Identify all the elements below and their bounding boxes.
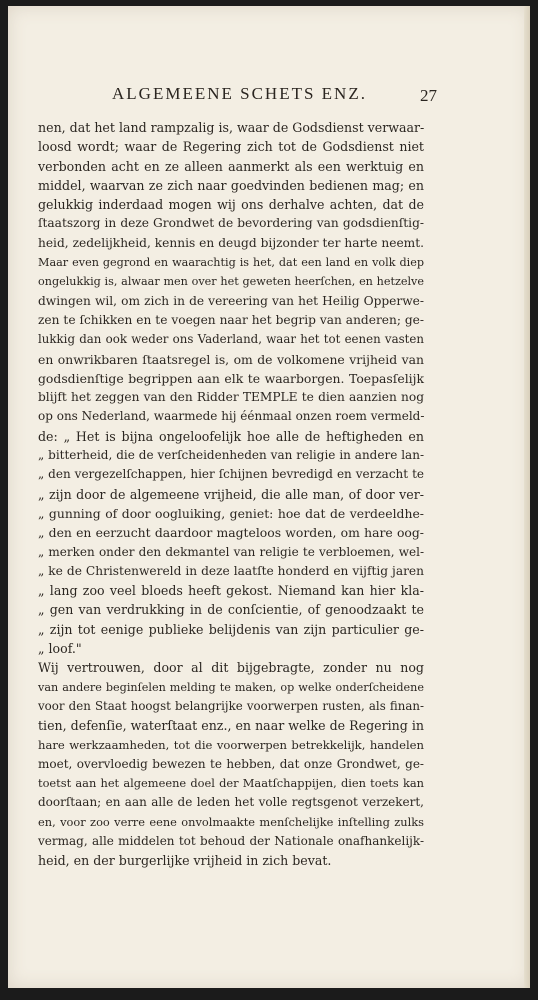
text-line: „ zijn door de algemeene vrijheid, die alle man, of door ver- <box>38 486 424 502</box>
text-line: dwingen wil, om zich in de vereering van het Heilig Opperwe- <box>38 293 424 308</box>
text-line: verbonden acht en ze alleen aanmerkt als een werktuig en <box>38 158 424 174</box>
text-line: godsdienſtige begrippen aan elk te waarborgen. Toepasſelijk <box>38 370 424 386</box>
body-text <box>38 118 424 871</box>
text-line: van andere beginſelen melding te maken, op welke onderſcheidene <box>38 680 424 694</box>
text-line: gelukkig inderdaad mogen wij ons derhalve achten, dat de <box>38 197 424 213</box>
text-line: „ bitterheid, die de verſcheidenheden van religie in andere lan- <box>38 448 424 463</box>
text-line: „ den vergezelſchappen, hier ſchijnen bevredigd en verzacht te <box>38 467 424 482</box>
text-line: „ lang zoo veel bloeds heeft gekost. Niemand kan hier kla- <box>38 583 424 599</box>
text-line: „ gunning of door oogluiking, geniet: hoe dat de verdeeldhe- <box>38 505 424 521</box>
text-line: zen te ſchikken en te voegen naar het begrip van anderen; ge- <box>38 312 424 327</box>
text-line: Maar even gegrond en waarachtig is het, dat een land en volk diep <box>38 256 424 270</box>
text-line: „ den en eerzucht daardoor magteloos worden, om hare oog- <box>38 525 424 541</box>
text-line: lukkig dan ook weder ons Vaderland, waar het tot eenen vasten <box>38 332 424 347</box>
text-line: tien, defenſie, waterſtaat enz., en naar welke de Regering in <box>38 718 424 734</box>
text-line: op ons Nederland, waarmede hij éénmaal onzen roem vermeld- <box>38 409 425 424</box>
text-line: hare werkzaamheden, tot die voorwerpen betrekkelijk, handelen <box>38 737 424 752</box>
text-line: loosd wordt; waar de Regering zich tot de Godsdienst niet <box>38 139 424 155</box>
page-edge <box>524 6 530 988</box>
text-line: ongelukkig is, alwaar men over het geweten heerſchen, en hetzelve <box>38 275 424 289</box>
text-line: „ loof." <box>38 641 82 657</box>
text-line: „ merken onder den dekmantel van religie te verbloemen, wel- <box>38 544 424 559</box>
text-line: „ zijn tot eenige publieke belijdenis van zijn particulier ge- <box>38 621 424 637</box>
text-line: blijft het zeggen van den Ridder TEMPLE te dien aanzien nog <box>38 390 424 405</box>
text-line: „ gen van verdrukking in de conſcientie, of genoodzaakt te <box>38 602 424 618</box>
text-line: „ ke de Christenwereld in deze laatſte honderd en vijftig jaren <box>38 563 424 578</box>
text-line: heid, en der burgerlijke vrijheid in zich bevat. <box>38 853 332 869</box>
text-line: Wij vertrouwen, door al dit bijgebragte, zonder nu nog <box>38 660 424 676</box>
text-line: ſtaatszorg in deze Grondwet de bevordering van godsdienſtig- <box>38 216 424 231</box>
page-number: 27 <box>420 86 437 105</box>
text-line: moet, overvloedig bewezen te hebben, dat onze Grondwet, ge- <box>38 756 424 771</box>
text-line: vermag, alle middelen tot behoud der Nationale onafhankelijk- <box>38 833 424 848</box>
text-line: toetst aan het algemeene doel der Maatſchappijen, dien toets kan <box>38 776 424 791</box>
running-head: ALGEMEENE SCHETS ENZ. <box>112 84 367 103</box>
text-line: middel, waarvan ze zich naar goedvinden bedienen mag; en <box>38 177 424 193</box>
text-line: en onwrikbaren ſtaatsregel is, om de volkomene vrijheid van <box>38 351 424 367</box>
text-line: de: „ Het is bijna ongeloofelijk hoe alle de heftigheden en <box>38 428 424 444</box>
text-line: doorſtaan; en aan alle de leden het volle regtsgenot verzekert, <box>38 795 424 810</box>
text-line: en, voor zoo verre eene onvolmaakte menſchelijke inſtelling zulks <box>38 814 424 829</box>
text-line: nen, dat het land rampzalig is, waar de Godsdienst verwaar- <box>38 120 425 135</box>
text-line: heid, zedelijkheid, kennis en deugd bijzonder ter harte neemt. <box>38 235 424 250</box>
text-line: voor den Staat hoogst belangrijke voorwerpen rusten, als finan- <box>38 698 424 713</box>
